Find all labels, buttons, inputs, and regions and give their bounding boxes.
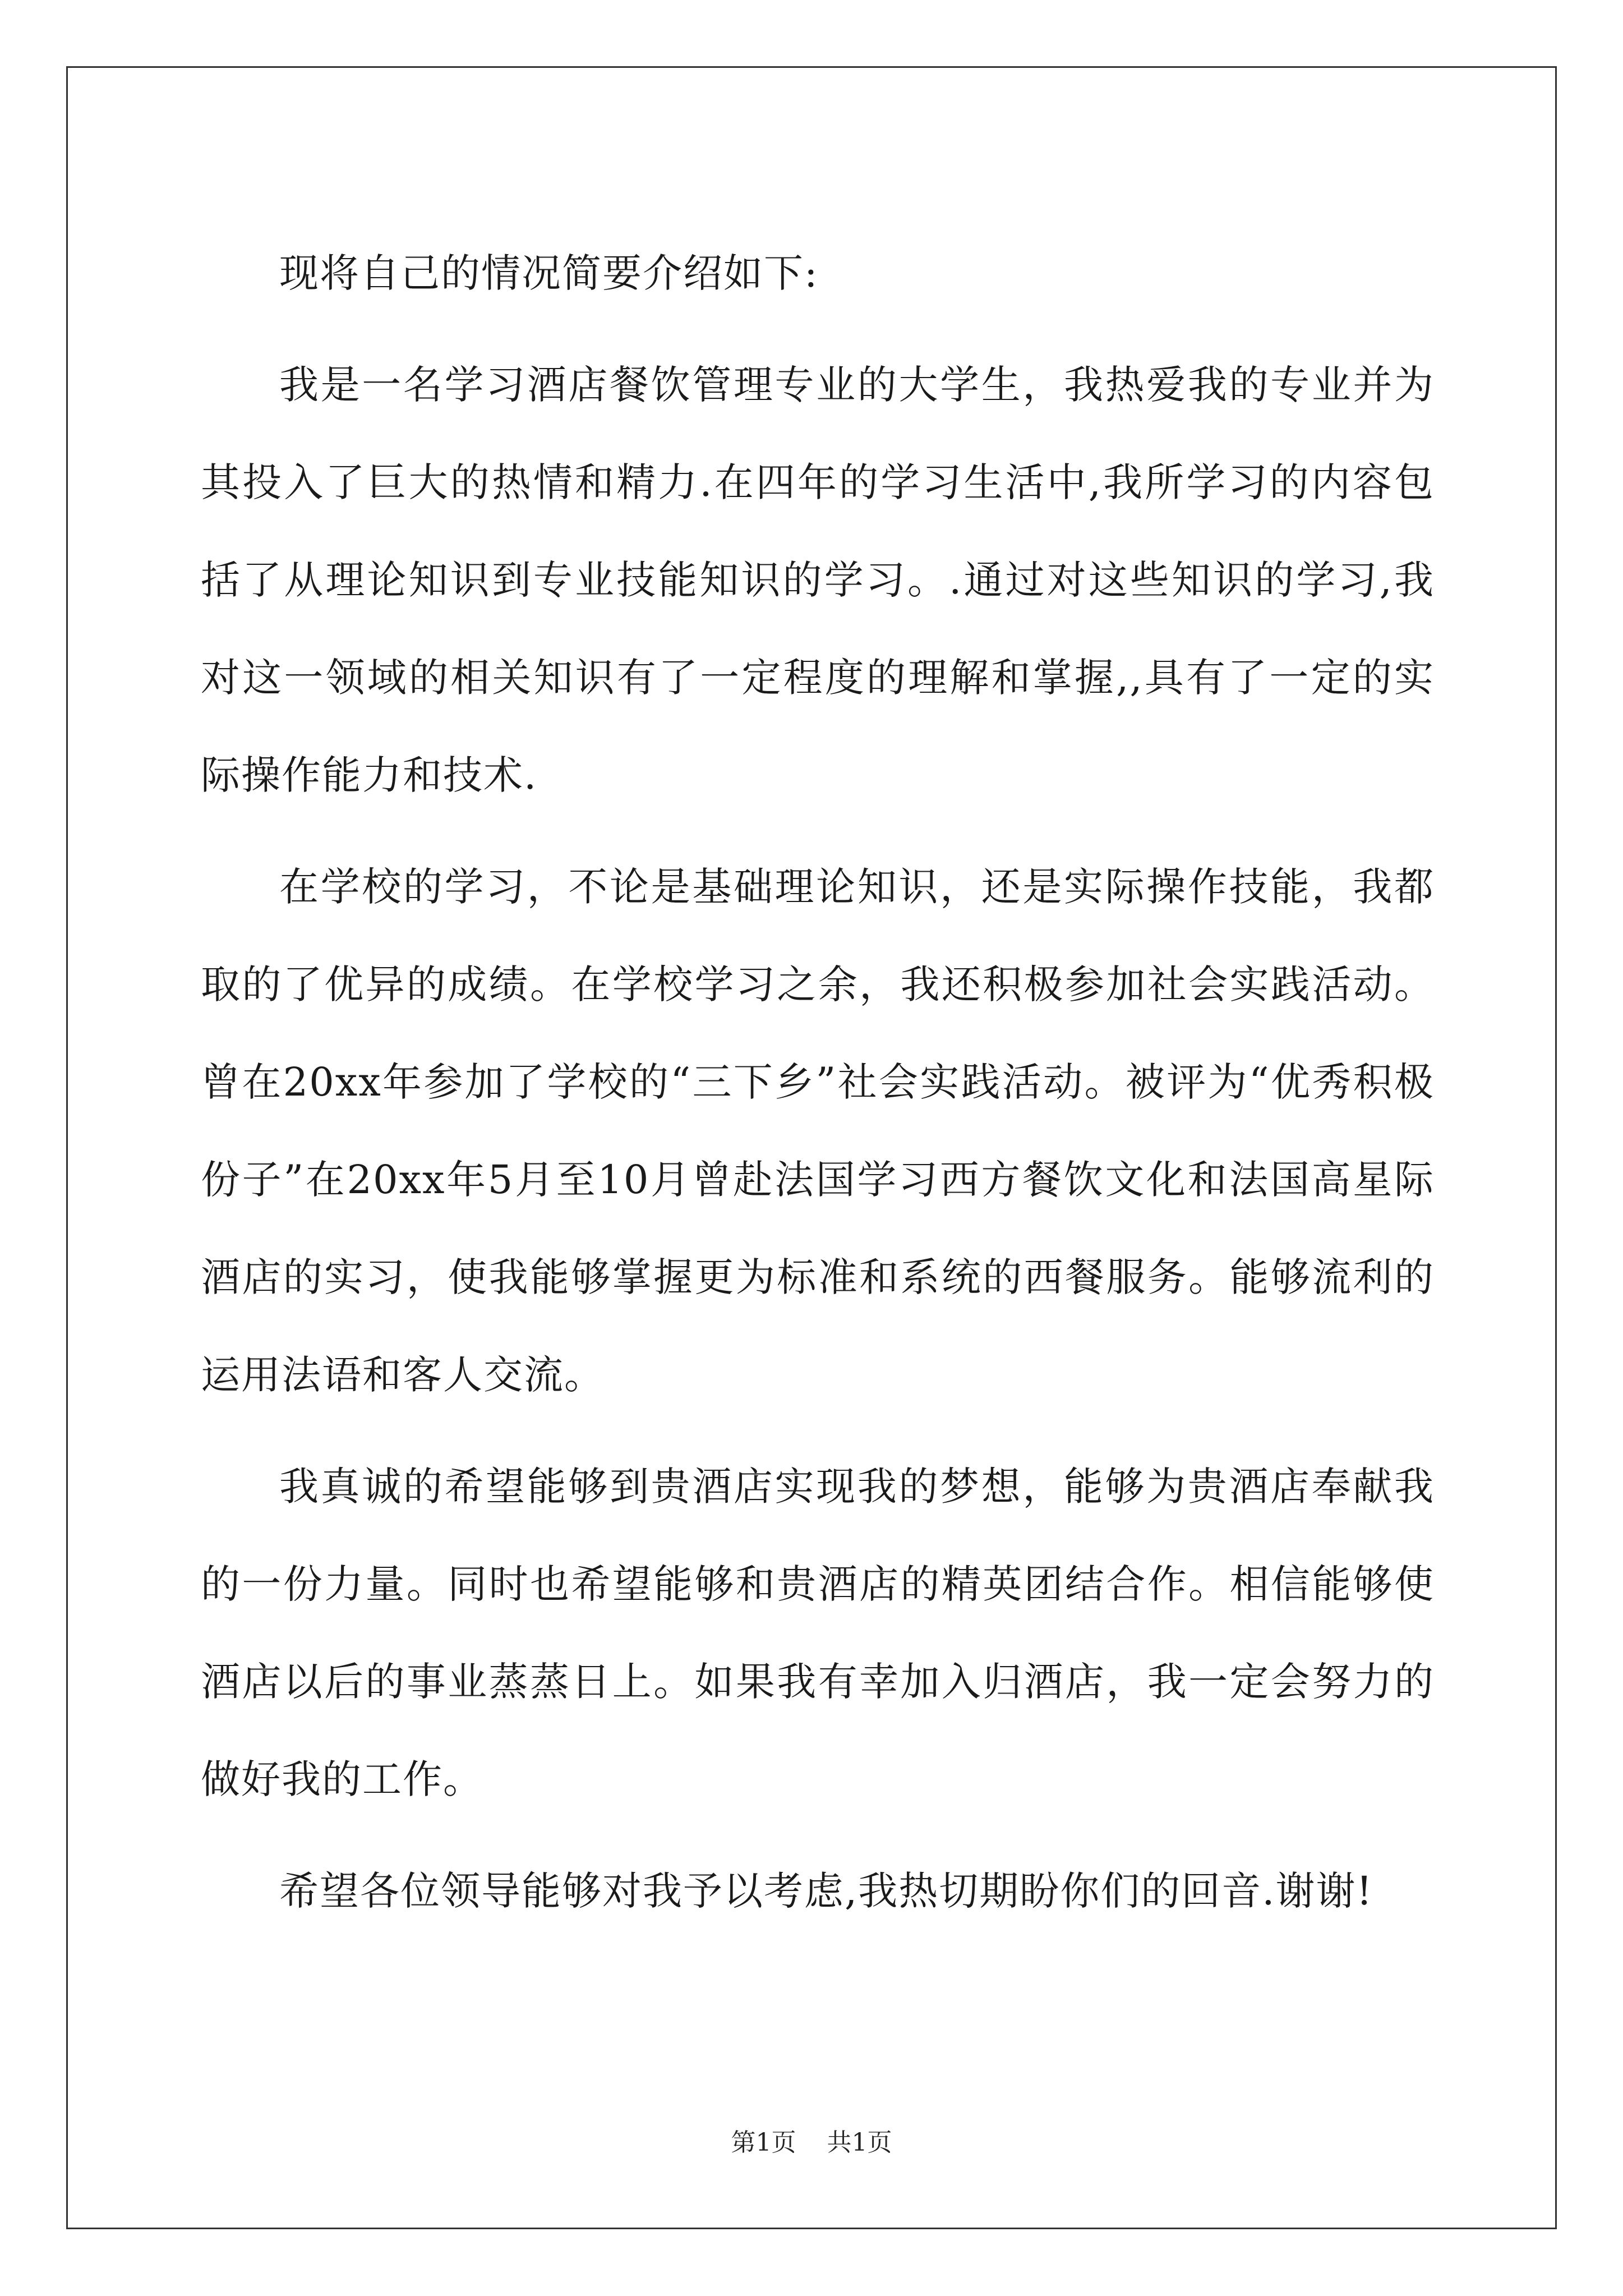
paragraph-intro: 现将自己的情况简要介绍如下: [279, 250, 819, 296]
page-number: 第1页 [731, 2128, 796, 2157]
page-total: 共1页 [827, 2128, 892, 2157]
page-footer [0, 2126, 1623, 2160]
paragraph-study: 我是一名学习酒店餐饮管理专业的大学生，我热爱我的专业并为其投入了巨大的热情和精力.在四年的学习生活中,我所学习的内容包括了从理论知识到专业技能知识的学习。.通过对这些知识的学习,我对这一领域的相关知识有了一定程度的理解和掌握,,具有了一定的实际操作能力和技术. [201, 362, 1435, 798]
paragraph-school: 在学校的学习，不论是基础理论知识，还是实际操作技能，我都取的了优异的成绩。在学校学习之余，我还积极参加社会实践活动。曾在20xx年参加了学校的“三下乡”社会实践活动。被评为“优秀积极份子”在20xx年5月至10月曾赴法国学习西方餐饮文化和法国高星际酒店的实习，使我能够掌握更为标准和系统的西餐服务。能够流利的运用法语和客人交流。 [201, 864, 1435, 1398]
paragraph-hope: 我真诚的希望能够到贵酒店实现我的梦想，能够为贵酒店奉献我的一份力量。同时也希望能够和贵酒店的精英团结合作。相信能够使酒店以后的事业蒸蒸日上。如果我有幸加入归酒店，我一定会努力的做好我的工作。 [201, 1464, 1435, 1802]
document-body [201, 224, 1435, 1954]
paragraph-closing: 希望各位领导能够对我予以考虑,我热切期盼你们的回音.谢谢! [279, 1868, 1373, 1914]
